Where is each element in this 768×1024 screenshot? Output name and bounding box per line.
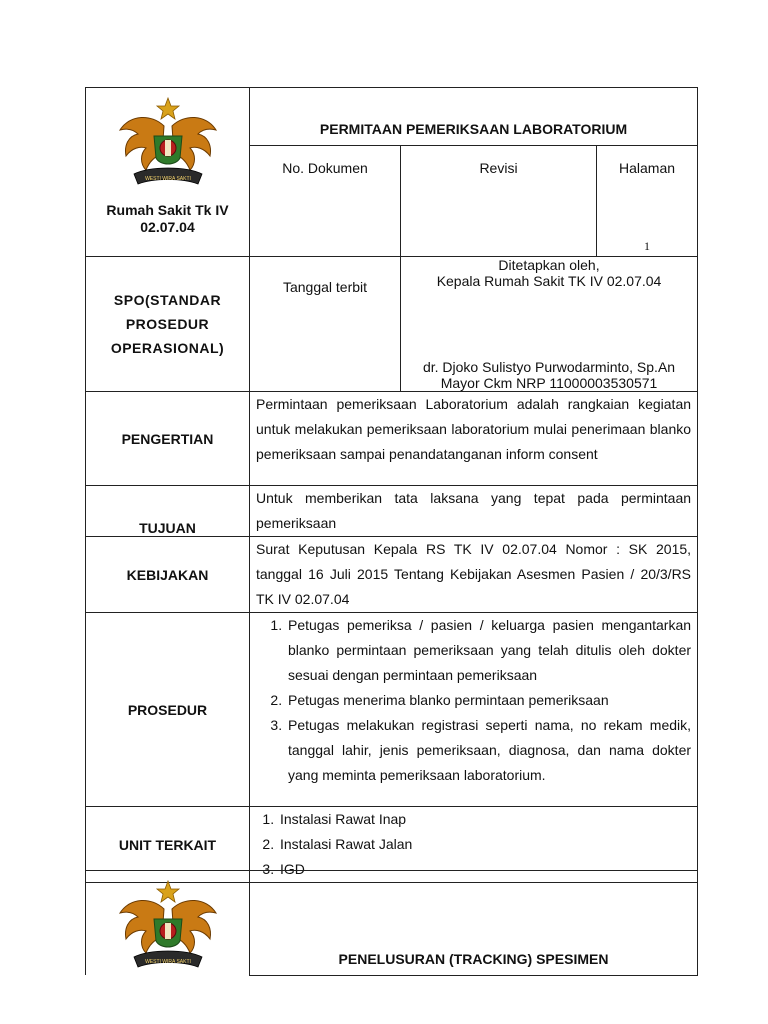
unit-item: 2. Instalasi Rawat Jalan [278, 832, 691, 857]
second-header-row [86, 871, 698, 976]
signer-block [401, 359, 697, 391]
kebijakan-label: KEBIJAKAN [86, 537, 250, 613]
halaman-value: 1 [644, 239, 651, 253]
logo-cell [86, 88, 250, 257]
ditetapkan-cell [401, 257, 698, 392]
prosedur-cell [250, 613, 698, 807]
halaman-cell [597, 146, 698, 257]
prosedur-label: PROSEDUR [86, 613, 250, 807]
unit-item: 3. IGD [278, 857, 691, 882]
second-document-table [85, 870, 698, 976]
spo-row [86, 257, 698, 392]
revisi-label: Revisi [401, 146, 597, 257]
unit-item: 1. Instalasi Rawat Inap [278, 807, 691, 832]
no-dokumen-label: No. Dokumen [250, 146, 401, 257]
prosedur-item: 1. Petugas pemeriksa / pasien / keluarga pasien mengantarkan blanko permintaan pemeriksaan yang telah ditulis oleh dokter sesuai dengan permintaan pemeriksaan [286, 613, 691, 688]
second-document-title: PENELUSURAN (TRACKING) SPESIMEN [250, 871, 698, 976]
unit-terkait-label: UNIT TERKAIT [86, 807, 250, 883]
prosedur-row [86, 613, 698, 807]
svg-text:WESTI WIRA SAKTI: WESTI WIRA SAKTI [144, 959, 191, 965]
svg-text:WESTI WIRA SAKTI: WESTI WIRA SAKTI [144, 176, 191, 182]
kebijakan-row [86, 537, 698, 613]
ditetapkan-label: Ditetapkan oleh, [498, 257, 600, 273]
halaman-label: Halaman [619, 160, 676, 176]
second-logo-cell [86, 871, 250, 976]
document-title: PERMITAAN PEMERIKSAAN LABORATORIUM [250, 88, 698, 146]
pengertian-row [86, 392, 698, 486]
tujuan-label: TUJUAN [86, 486, 250, 537]
kepala-label: Kepala Rumah Sakit TK IV 02.07.04 [436, 273, 662, 289]
spo-document-table [85, 87, 698, 883]
kebijakan-text: Surat Keputusan Kepala RS TK IV 02.07.04 Nomor : SK 2015, tanggal 16 Juli 2015 Tentang Kebijakan Asesmen Pasien / 20/3/RS TK IV 02.07.04 [250, 537, 698, 613]
hospital-name: Rumah Sakit Tk IV 02.07.04 [106, 202, 229, 235]
tujuan-text: Untuk memberikan tata laksana yang tepat pada permintaan pemeriksaan [250, 486, 698, 537]
prosedur-list [256, 613, 691, 788]
signer-rank: Mayor Ckm NRP 11000003530571 [440, 375, 658, 391]
spo-label: SPO(STANDAR PROSEDUR OPERASIONAL) [86, 257, 250, 392]
hospital-emblem-icon [116, 96, 220, 192]
tujuan-row [86, 486, 698, 537]
pengertian-text: Permintaan pemeriksaan Laboratorium adalah rangkaian kegiatan untuk melakukan pemeriksaan laboratorium mulai penerimaan blanko pemeriksaan sampai penandatanganan inform consent [250, 392, 698, 486]
signer-name: dr. Djoko Sulistyo Purwodarminto, Sp.An [422, 359, 676, 375]
pengertian-label: PENGERTIAN [86, 392, 250, 486]
hospital-emblem-icon [116, 879, 220, 975]
tanggal-terbit-label: Tanggal terbit [250, 257, 401, 392]
header-row [86, 88, 698, 146]
prosedur-item: 2. Petugas menerima blanko permintaan pemeriksaan [286, 688, 691, 713]
prosedur-item: 3. Petugas melakukan registrasi seperti nama, no rekam medik, tanggal lahir, jenis pemeriksaan, diagnosa, dan nama dokter yang meminta pemeriksaan laboratorium. [286, 713, 691, 788]
